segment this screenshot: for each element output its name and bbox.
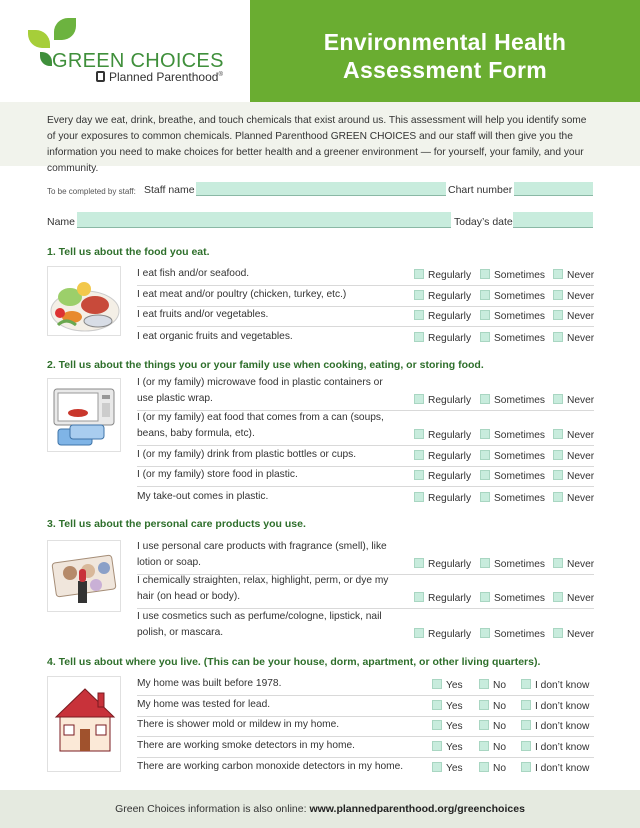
option-sometimes[interactable]: Sometimes [480,491,545,507]
footer [0,790,640,828]
answer-options [432,761,594,775]
option-never[interactable]: Never [553,428,594,444]
question-text: My home was built before 1978. [137,678,282,689]
sub-brand: Planned Parenthood® [96,70,223,84]
question-row [137,487,594,508]
staff-prefix: To be completed by staff: [47,187,136,196]
option-no[interactable]: No [479,761,506,777]
planned-parenthood-icon [96,71,105,82]
option-regularly[interactable]: Regularly [414,591,471,607]
checkbox[interactable] [414,470,424,480]
option-sometimes[interactable]: Sometimes [480,331,545,347]
option-regularly[interactable]: Regularly [414,449,471,465]
checkbox[interactable] [414,592,424,602]
question-text: I (or my family) eat food that comes from a can (soups, beans, baby formula, etc). [137,412,384,439]
checkbox[interactable] [480,332,490,342]
option-never[interactable]: Never [553,309,594,325]
question-text: I use cosmetics such as perfume/cologne, lipstick, nail polish, or mascara. [137,611,382,638]
checkbox[interactable] [553,429,563,439]
answer-options [432,719,594,733]
question-row [137,696,594,717]
option-never[interactable]: Never [553,491,594,507]
question-text: I (or my family) drink from plastic bottles or cups. [137,449,357,460]
answer-options [414,557,594,571]
checkbox[interactable] [414,429,424,439]
checkbox[interactable] [480,492,490,502]
checkbox[interactable] [521,762,531,772]
option-yes[interactable]: Yes [432,699,463,715]
question-row [137,676,594,696]
question-row [137,575,594,609]
option-never[interactable]: Never [553,331,594,347]
option-regularly[interactable]: Regularly [414,428,471,444]
checkbox[interactable] [553,628,563,638]
option-dont-know[interactable]: I don’t know [521,678,589,694]
house-icon [47,676,121,772]
name-input[interactable] [77,212,451,228]
name-row [47,212,597,230]
checkbox[interactable] [553,290,563,300]
option-sometimes[interactable]: Sometimes [480,469,545,485]
staff-name-label: Staff name [144,184,195,196]
answer-options [432,740,594,754]
option-regularly[interactable]: Regularly [414,557,471,573]
section-title: 1. Tell us about the food you eat. [47,246,210,258]
option-sometimes[interactable]: Sometimes [480,591,545,607]
microwave-icon [47,378,121,452]
checkbox[interactable] [479,762,489,772]
option-regularly[interactable]: Regularly [414,268,471,284]
option-regularly[interactable]: Regularly [414,331,471,347]
checkbox[interactable] [521,700,531,710]
checkbox[interactable] [553,332,563,342]
checkbox[interactable] [479,700,489,710]
question-row [137,378,594,411]
question-row [137,737,594,758]
question-row [137,286,594,307]
option-yes[interactable]: Yes [432,740,463,756]
checkbox[interactable] [479,679,489,689]
question-row [137,446,594,467]
option-never[interactable]: Never [553,469,594,485]
answer-options [414,393,594,407]
option-never[interactable]: Never [553,289,594,305]
checkbox[interactable] [553,592,563,602]
answer-options [414,627,594,641]
answer-options [432,678,594,692]
staff-name-input[interactable] [196,182,446,196]
question-text: I chemically straighten, relax, highlight, perm, or dye my hair (on head or body). [137,575,389,602]
answer-options [414,591,594,605]
option-yes[interactable]: Yes [432,678,463,694]
option-no[interactable]: No [479,699,506,715]
checkbox[interactable] [480,450,490,460]
question-row [137,717,594,737]
checkbox[interactable] [553,558,563,568]
question-text: I use personal care products with fragrance (smell), like lotion or soap. [137,541,387,568]
footer-text: Green Choices information is also online: [115,803,307,815]
answer-options [414,331,594,345]
checkbox[interactable] [553,450,563,460]
option-regularly[interactable]: Regularly [414,469,471,485]
option-sometimes[interactable]: Sometimes [480,428,545,444]
checkbox[interactable] [414,310,424,320]
food-icon [47,266,121,336]
question-row [137,758,594,778]
option-regularly[interactable]: Regularly [414,627,471,643]
checkbox[interactable] [414,628,424,638]
checkbox[interactable] [432,762,442,772]
option-sometimes[interactable]: Sometimes [480,268,545,284]
section-title: 3. Tell us about the personal care products you use. [47,518,306,530]
option-yes[interactable]: Yes [432,761,463,777]
option-sometimes[interactable]: Sometimes [480,557,545,573]
option-dont-know[interactable]: I don’t know [521,699,589,715]
question-text: There is shower mold or mildew in my home. [137,719,340,730]
section-title: 2. Tell us about the things you or your family use when cooking, eating, or storing food. [47,359,484,371]
checkbox[interactable] [480,269,490,279]
leaf-icon [40,52,52,66]
leaf-icon [54,18,76,40]
answer-options [414,289,594,303]
question-text: I eat fish and/or seafood. [137,268,250,279]
checkbox[interactable] [553,310,563,320]
footer-link[interactable]: www.plannedparenthood.org/greenchoices [309,803,525,815]
option-sometimes[interactable]: Sometimes [480,309,545,325]
checkbox[interactable] [479,720,489,730]
option-regularly[interactable]: Regularly [414,309,471,325]
option-never[interactable]: Never [553,393,594,409]
option-dont-know[interactable]: I don’t know [521,761,589,777]
checkbox[interactable] [480,310,490,320]
option-no[interactable]: No [479,719,506,735]
checkbox[interactable] [414,332,424,342]
option-regularly[interactable]: Regularly [414,393,471,409]
todays-date-label: Today’s date [454,216,513,228]
option-never[interactable]: Never [553,268,594,284]
checkbox[interactable] [414,450,424,460]
title-banner [250,0,640,102]
option-never[interactable]: Never [553,449,594,465]
chart-number-label: Chart number [448,184,513,196]
logo [0,0,250,102]
answer-options [414,309,594,323]
question-row [137,411,594,446]
option-no[interactable]: No [479,740,506,756]
checkbox[interactable] [480,558,490,568]
option-sometimes[interactable]: Sometimes [480,289,545,305]
question-text: I eat fruits and/or vegetables. [137,309,269,320]
question-text: I eat organic fruits and vegetables. [137,331,293,342]
checkbox[interactable] [521,720,531,730]
option-no[interactable]: No [479,678,506,694]
checkbox[interactable] [553,269,563,279]
question-text: My take-out comes in plastic. [137,491,269,502]
checkbox[interactable] [480,628,490,638]
checkbox[interactable] [414,394,424,404]
option-sometimes[interactable]: Sometimes [480,393,545,409]
todays-date-input[interactable] [513,212,593,228]
leaf-icon [28,30,50,48]
question-row [137,307,594,327]
option-never[interactable]: Never [553,557,594,573]
checkbox[interactable] [521,679,531,689]
checkbox[interactable] [553,394,563,404]
staff-row [47,182,597,198]
checkbox[interactable] [553,470,563,480]
answer-options [414,428,594,442]
question-row [137,540,594,575]
question-text: I (or my family) store food in plastic. [137,469,298,480]
option-never[interactable]: Never [553,591,594,607]
question-row [137,266,594,286]
checkbox[interactable] [480,470,490,480]
answer-options [414,268,594,282]
name-label: Name [47,216,76,228]
question-text: I (or my family) microwave food in plastic containers or use plastic wrap. [137,377,383,404]
question-text: There are working smoke detectors in my home. [137,740,355,751]
option-sometimes[interactable]: Sometimes [480,449,545,465]
option-yes[interactable]: Yes [432,719,463,735]
answer-options [414,449,594,463]
checkbox[interactable] [414,558,424,568]
question-row [137,327,594,348]
answer-options [414,469,594,483]
checkbox[interactable] [432,679,442,689]
answer-options [432,699,594,713]
checkbox[interactable] [414,492,424,502]
checkbox[interactable] [480,592,490,602]
option-never[interactable]: Never [553,627,594,643]
checkbox[interactable] [480,429,490,439]
checkbox[interactable] [414,290,424,300]
page-title: Environmental Health Assessment Form [323,29,567,83]
checkbox[interactable] [479,741,489,751]
chart-number-input[interactable] [514,182,593,196]
checkbox[interactable] [432,720,442,730]
checkbox[interactable] [432,741,442,751]
question-text: I eat meat and/or poultry (chicken, turkey, etc.) [137,289,347,300]
checkbox[interactable] [432,700,442,710]
brand-name: GREEN CHOICES [52,50,224,72]
intro-text: Every day we eat, drink, breathe, and touch chemicals that exist around us. This assessment will help you identify some of your exposures to common chemicals. Planned Parenthood GREEN CHOICES and our staff will then give you the information you need to make choices for better health and a greener environment — for yourself, your family, and your community. [0,102,640,166]
question-text: My home was tested for lead. [137,699,271,710]
header [0,0,640,102]
option-regularly[interactable]: Regularly [414,289,471,305]
question-text: There are working carbon monoxide detectors in my home. [137,761,404,772]
checkbox[interactable] [480,290,490,300]
option-dont-know[interactable]: I don’t know [521,719,589,735]
question-row [137,467,594,487]
cosmetics-icon [47,540,121,612]
section-title: 4. Tell us about where you live. (This can be your house, dorm, apartment, or other living quarters). [47,656,541,668]
option-regularly[interactable]: Regularly [414,491,471,507]
checkbox[interactable] [553,492,563,502]
checkbox[interactable] [414,269,424,279]
answer-options [414,491,594,505]
option-sometimes[interactable]: Sometimes [480,627,545,643]
option-dont-know[interactable]: I don’t know [521,740,589,756]
checkbox[interactable] [480,394,490,404]
checkbox[interactable] [521,741,531,751]
question-row [137,609,594,644]
